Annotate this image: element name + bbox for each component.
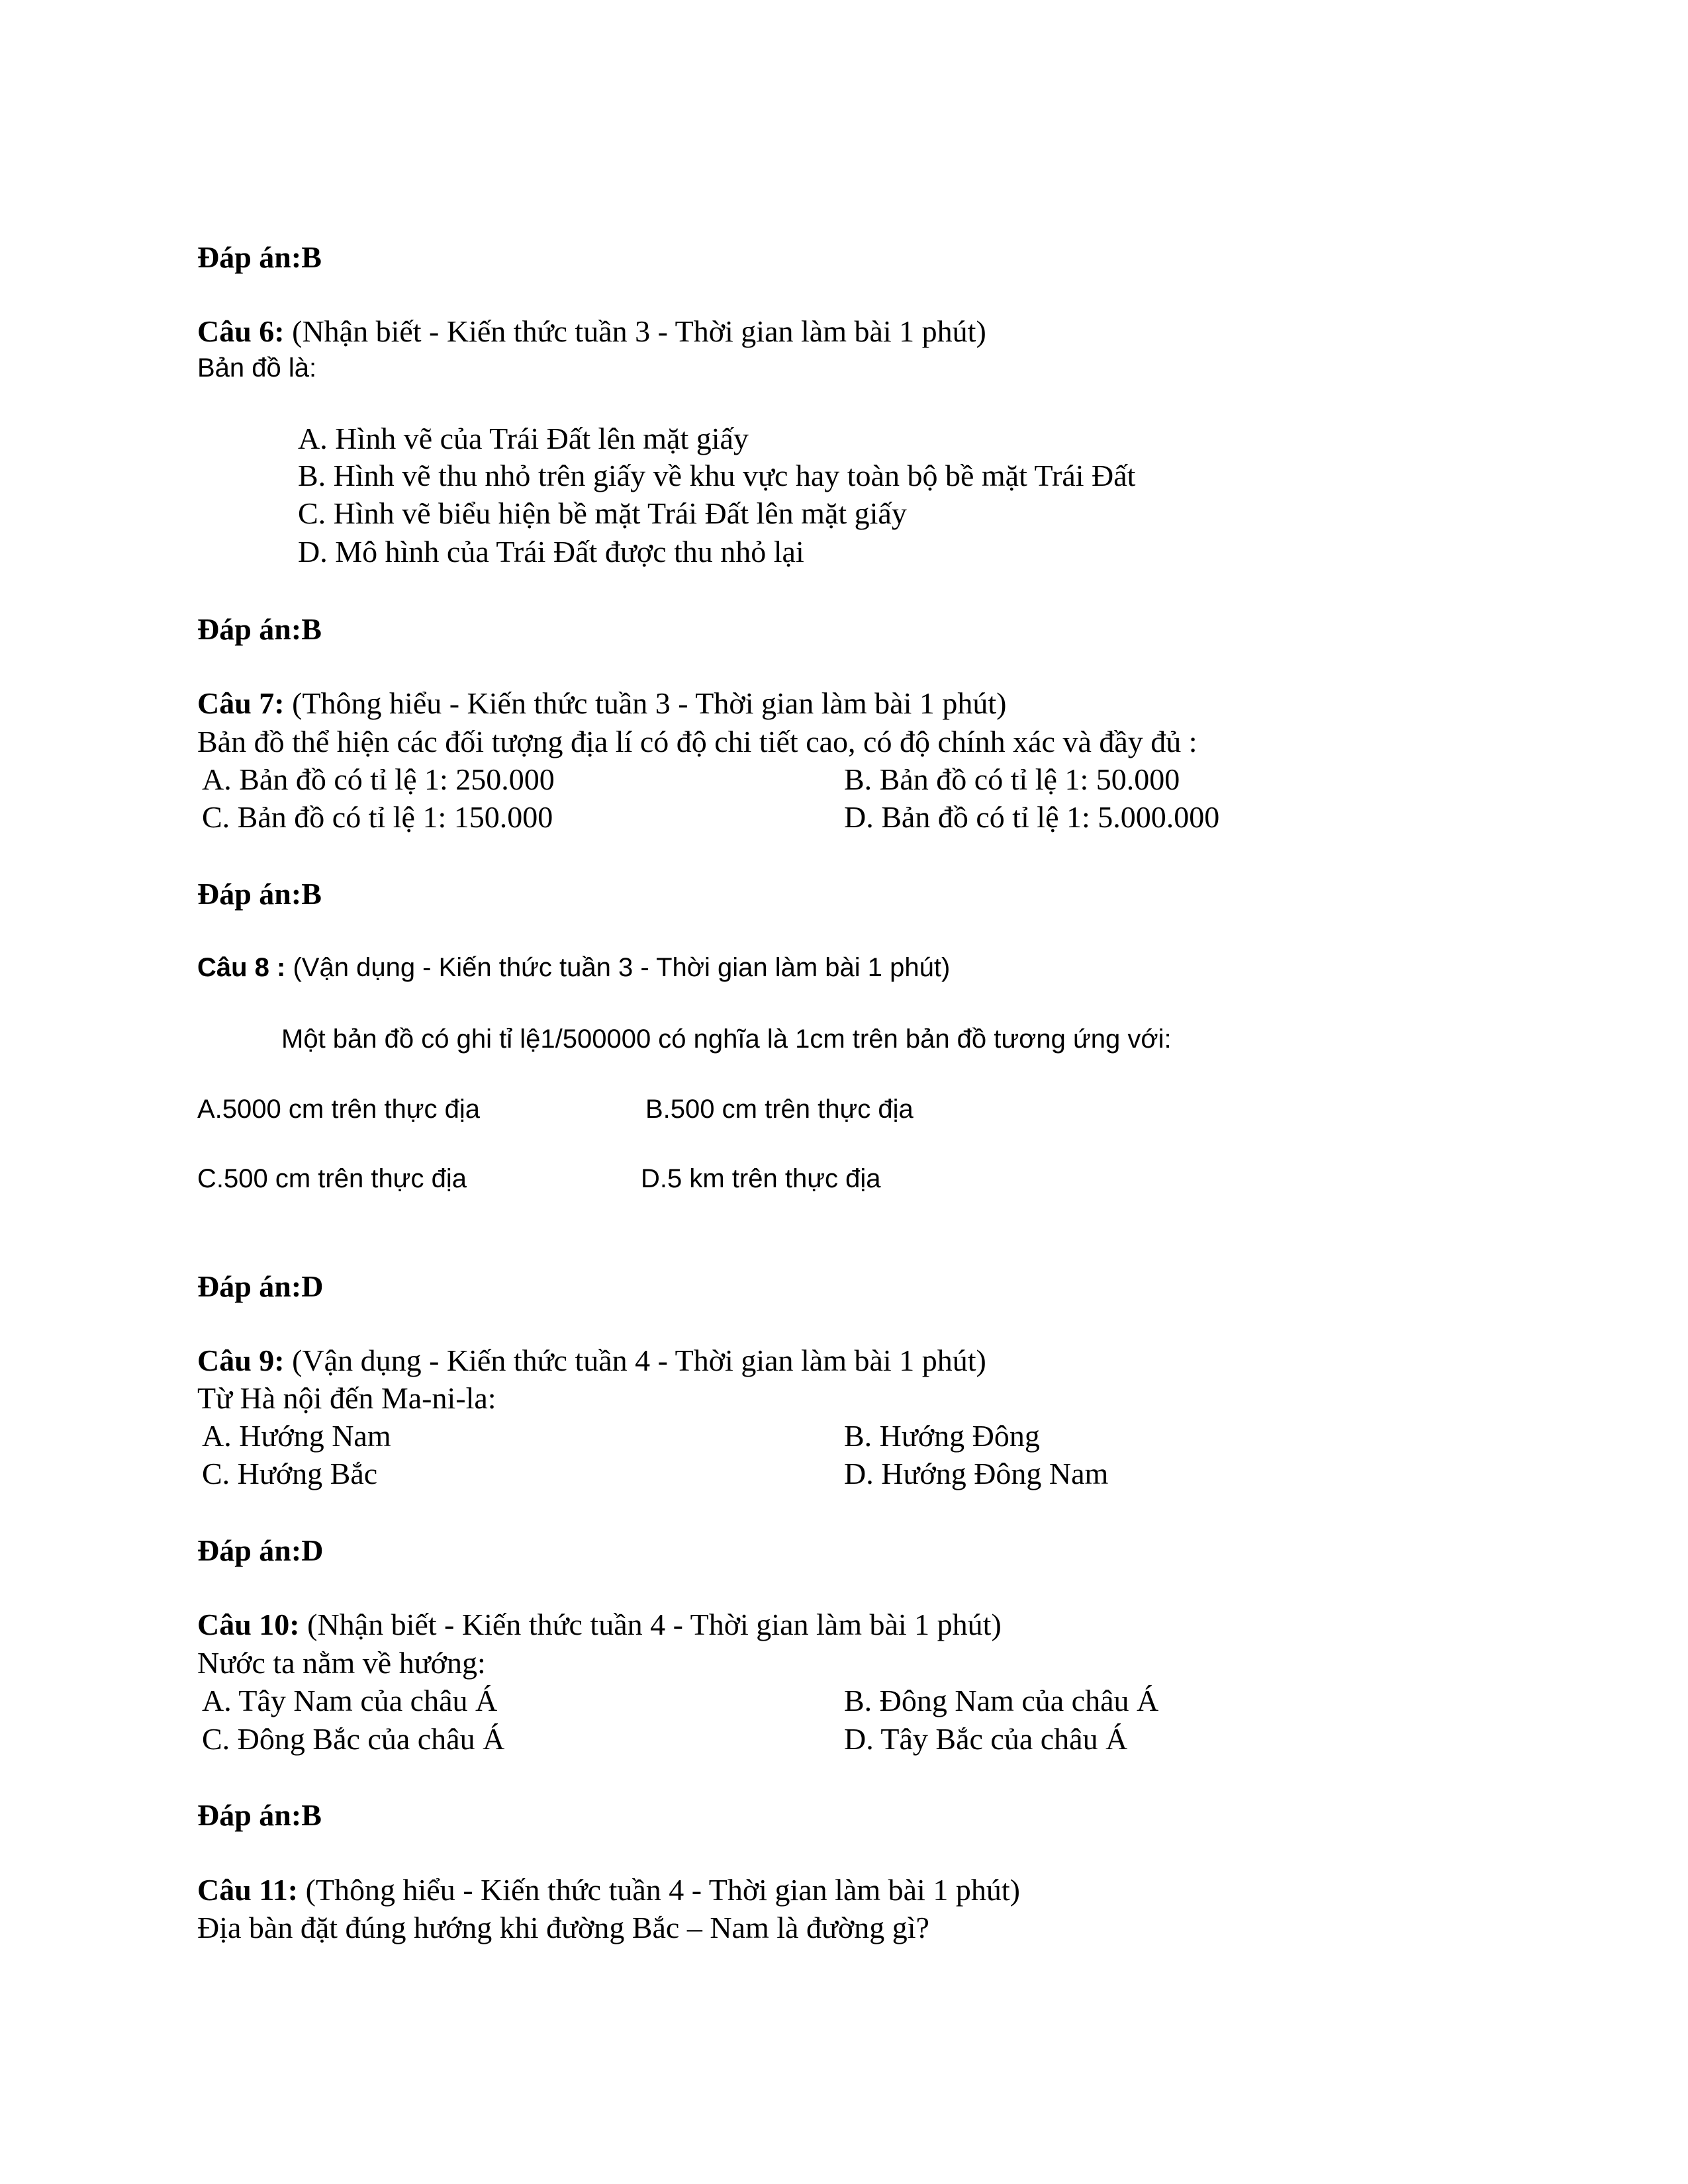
question-6-option-a[interactable]: A. Hình vẽ của Trái Đất lên mặt giấy xyxy=(298,422,749,455)
question-7-header xyxy=(197,688,1006,719)
question-8-option-c[interactable]: C.500 cm trên thực địa xyxy=(197,1164,467,1193)
question-10-meta: (Nhận biết - Kiến thức tuần 4 - Thời gian làm bài 1 phút) xyxy=(299,1608,1002,1641)
question-8-label: Câu 8 : xyxy=(197,953,286,982)
question-7-stem: Bản đồ thể hiện các đối tượng địa lí có độ chi tiết cao, có độ chính xác và đầy đủ : xyxy=(197,725,1197,758)
question-6-option-d[interactable]: D. Mô hình của Trái Đất được thu nhỏ lại xyxy=(298,535,804,569)
question-10-stem: Nước ta nằm về hướng: xyxy=(197,1646,486,1680)
question-11-meta: (Thông hiểu - Kiến thức tuần 4 - Thời gian làm bài 1 phút) xyxy=(298,1873,1020,1907)
question-8-header xyxy=(197,954,950,981)
question-7-option-d[interactable]: D. Bản đồ có tỉ lệ 1: 5.000.000 xyxy=(844,800,1220,834)
question-7-meta: (Thông hiểu - Kiến thức tuần 3 - Thời gian làm bài 1 phút) xyxy=(284,686,1007,720)
question-7-option-c[interactable]: C. Bản đồ có tỉ lệ 1: 150.000 xyxy=(202,800,553,834)
question-9-answer: Đáp án:D xyxy=(197,1533,324,1567)
question-6-header xyxy=(197,316,986,347)
question-8-option-d[interactable]: D.5 km trên thực địa xyxy=(641,1164,881,1193)
question-10-option-a[interactable]: A. Tây Nam của châu Á xyxy=(202,1684,498,1717)
question-10-option-d[interactable]: D. Tây Bắc của châu Á xyxy=(844,1722,1128,1756)
question-10-answer: Đáp án:B xyxy=(197,1798,322,1832)
question-9-option-d[interactable]: D. Hướng Đông Nam xyxy=(844,1457,1109,1490)
question-7-option-a[interactable]: A. Bản đồ có tỉ lệ 1: 250.000 xyxy=(202,762,555,796)
question-9-label: Câu 9: xyxy=(197,1343,285,1377)
question-6-stem: Bản đồ là: xyxy=(197,353,317,383)
question-6-option-c[interactable]: C. Hình vẽ biểu hiện bề mặt Trái Đất lên mặt giấy xyxy=(298,496,907,530)
question-8-answer: Đáp án:D xyxy=(197,1269,324,1303)
answer-prev: Đáp án:B xyxy=(197,240,322,274)
question-6-label: Câu 6: xyxy=(197,314,285,348)
question-9-stem: Từ Hà nội đến Ma-ni-la: xyxy=(197,1381,496,1415)
question-11-label: Câu 11: xyxy=(197,1873,299,1907)
question-9-header xyxy=(197,1345,986,1376)
question-9-meta: (Vận dụng - Kiến thức tuần 4 - Thời gian làm bài 1 phút) xyxy=(284,1343,986,1377)
question-9-option-b[interactable]: B. Hướng Đông xyxy=(844,1419,1040,1453)
question-10-option-b[interactable]: B. Đông Nam của châu Á xyxy=(844,1684,1159,1717)
question-6-meta: (Nhận biết - Kiến thức tuần 3 - Thời gian làm bài 1 phút) xyxy=(284,314,986,348)
question-6-option-b[interactable]: B. Hình vẽ thu nhỏ trên giấy về khu vực hay toàn bộ bề mặt Trái Đất xyxy=(298,459,1136,492)
question-7-answer: Đáp án:B xyxy=(197,877,322,911)
question-7-option-b[interactable]: B. Bản đồ có tỉ lệ 1: 50.000 xyxy=(844,762,1180,796)
question-7-label: Câu 7: xyxy=(197,686,285,720)
question-11-header xyxy=(197,1875,1020,1905)
question-9-option-c[interactable]: C. Hướng Bắc xyxy=(202,1457,378,1490)
question-8-option-b[interactable]: B.500 cm trên thực địa xyxy=(645,1095,914,1124)
question-10-label: Câu 10: xyxy=(197,1608,300,1641)
question-11-stem: Địa bàn đặt đúng hướng khi đường Bắc – Nam là đường gì? xyxy=(197,1911,929,1944)
question-9-option-a[interactable]: A. Hướng Nam xyxy=(202,1419,391,1453)
question-6-answer: Đáp án:B xyxy=(197,612,322,646)
question-8-option-a[interactable]: A.5000 cm trên thực địa xyxy=(197,1095,480,1124)
question-8-meta: (Vận dụng - Kiến thức tuần 3 - Thời gian làm bài 1 phút) xyxy=(285,953,951,982)
question-10-header xyxy=(197,1610,1002,1640)
question-8-stem: Một bản đồ có ghi tỉ lệ1/500000 có nghĩa là 1cm trên bản đồ tương ứng với: xyxy=(281,1024,1172,1054)
question-10-option-c[interactable]: C. Đông Bắc của châu Á xyxy=(202,1722,505,1756)
